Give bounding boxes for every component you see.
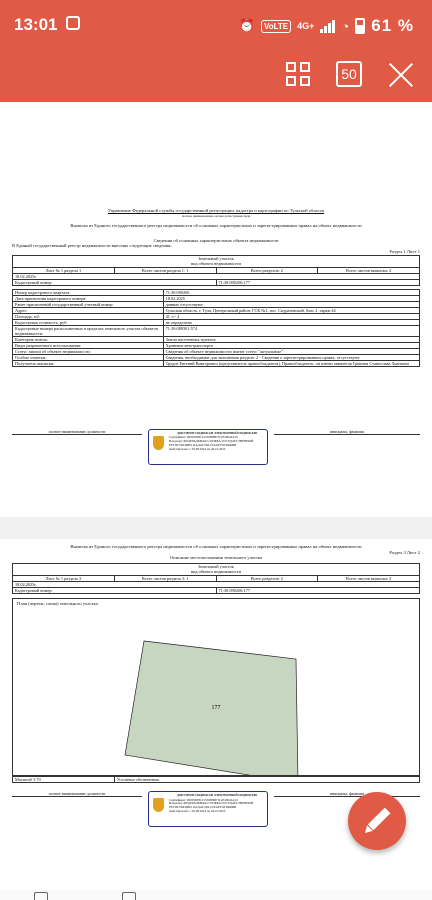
sheet-cell: Всего разделов: 2 xyxy=(216,575,318,581)
sheet-cell: Лист № 1 раздела 1 xyxy=(13,267,115,273)
header-table xyxy=(12,255,420,286)
signature-block xyxy=(12,429,420,465)
row-value: Сведения, необходимые для заполнения раздела: 2 - Сведения о зарегистрированных правах, отсутствуют xyxy=(163,354,419,360)
row-value: Тульская область, г. Тула, Центральный район, ГСК №1, пос. Скуратовский, бокс 2, гараж 44 xyxy=(163,307,419,313)
object-type: Земельный участок xyxy=(13,255,420,261)
stamp-line: РЕГИСТРАЦИИ, КАДАСТРА И КАРТОГРАФИИ xyxy=(169,805,237,810)
row-label: Номер кадастрового квартала: xyxy=(13,289,164,295)
scale-label: Масштаб 1:70 xyxy=(13,776,115,782)
status-bar xyxy=(0,0,432,46)
network-type: 4G+ xyxy=(297,20,315,31)
agency-name: Управление Федеральной службы государственной регистрации, кадастра и картографии по Тульской области xyxy=(107,208,325,213)
row-label: Статус записи об объекте недвижимости: xyxy=(13,348,164,354)
parcel-plan xyxy=(12,598,420,776)
stamp-line: Сертификат: 00903058C01530D89E3C4F29042A16 xyxy=(169,435,238,440)
document-viewer[interactable] xyxy=(0,102,432,890)
notification-icon xyxy=(66,16,80,30)
stamp-line: Действителен: с 02.08.2024 по 26.10.2025 xyxy=(169,446,226,451)
row-label: Кадастровые номера расположенных в пределах земельного участка объектов недвижимости: xyxy=(13,325,164,336)
extract-title: Выписка из Единого государственного реестра недвижимости об основных характеристиках и зарегистрированных правах на объект недвижимости xyxy=(70,544,362,549)
sheet-cell: Всего листов выписки: 2 xyxy=(318,575,420,581)
row-label: Категория земель: xyxy=(13,336,164,342)
object-type: Земельный участок xyxy=(13,563,420,569)
header-table xyxy=(12,563,420,594)
stamp-line: Сертификат: 00903058C01530D89E3C4F29042A16 xyxy=(169,797,238,802)
row-value: Хранение автотранспорта xyxy=(163,342,419,348)
section-title: Сведения об основных характеристиках объекта недвижимости xyxy=(153,237,279,243)
status-icons xyxy=(239,16,414,36)
grid-view-icon[interactable] xyxy=(286,62,310,86)
cad-number-value: 71:30:090206:177 xyxy=(216,279,420,285)
extract-title: Выписка из Единого государственного реестра недвижимости об основных характеристиках и зарегистрированных правах на объект недвижимости xyxy=(70,223,362,229)
cad-number-label: Кадастровый номер: xyxy=(13,587,217,593)
section-title: Описание местоположения земельного участка xyxy=(169,555,263,561)
emblem-icon xyxy=(153,436,164,450)
object-type-note: вид объекта недвижимости xyxy=(13,569,420,575)
object-type-note: вид объекта недвижимости xyxy=(13,261,420,267)
recent-apps-icon[interactable] xyxy=(34,892,48,900)
document-page-2 xyxy=(12,544,420,827)
extract-date: 18.02.2025г. xyxy=(13,273,420,279)
cad-number-label: Кадастровый номер: xyxy=(13,279,217,285)
parcel-drawing xyxy=(13,605,419,775)
sheet-cell: Лист № 1 раздела 3 xyxy=(13,575,115,581)
plan-label: План (чертеж, схема) земельного участка xyxy=(17,600,98,606)
legend-label: Условные обозначения: xyxy=(114,776,419,782)
position-label: полное наименование должности xyxy=(12,791,142,798)
sheet-cell: Всего листов выписки: 2 xyxy=(318,267,420,273)
e-signature-stamp xyxy=(148,791,268,827)
row-label: Особые отметки: xyxy=(13,354,164,360)
sheet-reference: Раздел 1 Лист 1 xyxy=(389,248,420,254)
close-icon[interactable] xyxy=(388,62,414,88)
stamp-line: Владелец: ФЕДЕРАЛЬНАЯ СЛУЖБА ГОСУДАРСТВЕННОЙ xyxy=(169,801,254,806)
stamp-line: Действителен: с 02.08.2024 по 26.10.2025 xyxy=(169,808,226,813)
page-count-button[interactable]: 50 xyxy=(336,61,362,87)
volte-badge: VoLTE xyxy=(261,20,291,33)
extract-date: 18.02.2025г. xyxy=(13,581,420,587)
stamp-title: ДОКУМЕНТ ПОДПИСАН ЭЛЕКТРОННОЙ ПОДПИСЬЮ xyxy=(176,430,258,435)
row-label: Получатель выписки: xyxy=(13,360,164,366)
sheet-cell: Всего листов раздела 3: 1 xyxy=(114,575,216,581)
battery-icon xyxy=(355,18,365,34)
characteristics-table xyxy=(12,289,420,367)
home-icon[interactable] xyxy=(122,892,136,900)
edit-button[interactable] xyxy=(348,792,406,850)
row-label: Кадастровая стоимость, руб: xyxy=(13,319,164,325)
row-value: 71:30:080301:574 xyxy=(163,325,419,336)
initials-label: инициалы, фамилия xyxy=(274,429,420,436)
row-label: Площадь, м2: xyxy=(13,313,164,319)
row-value: не определена xyxy=(163,319,419,325)
row-label: Дата присвоения кадастрового номера: xyxy=(13,295,164,301)
row-value: Сведения об объекте недвижимости имеют статус "актуальные" xyxy=(163,348,419,354)
intro-text: В Единый государственный реестр недвижимости внесены следующие сведения: xyxy=(12,243,172,249)
e-signature-stamp xyxy=(148,429,268,465)
legend-table xyxy=(12,776,420,783)
viewer-toolbar xyxy=(0,46,432,102)
row-label: Ранее присвоенный государственный учетный номер: xyxy=(13,301,164,307)
row-label: Адрес: xyxy=(13,307,164,313)
stamp-line: Владелец: ФЕДЕРАЛЬНАЯ СЛУЖБА ГОСУДАРСТВЕННОЙ xyxy=(169,439,254,444)
emblem-icon xyxy=(153,798,164,812)
page-separator xyxy=(0,517,432,539)
stamp-title: ДОКУМЕНТ ПОДПИСАН ЭЛЕКТРОННОЙ ПОДПИСЬЮ xyxy=(176,792,258,797)
wifi-icon: ◔ xyxy=(341,18,350,34)
pencil-icon xyxy=(348,792,406,850)
sheet-cell: Всего листов раздела 1: 1 xyxy=(114,267,216,273)
alarm-icon: ⏰ xyxy=(238,18,255,33)
stamp-line: РЕГИСТРАЦИИ, КАДАСТРА И КАРТОГРАФИИ xyxy=(169,442,237,447)
row-value: Земли населенных пунктов xyxy=(163,336,419,342)
row-label: Виды разрешенного использования: xyxy=(13,342,164,348)
sheet-cell: Всего разделов: 2 xyxy=(216,267,318,273)
agency-note: полное наименование органа регистрации прав xyxy=(181,213,251,218)
navigation-bar xyxy=(0,890,432,900)
row-value: 71:30:090206 xyxy=(163,289,419,295)
initials-label: инициалы, фамилия xyxy=(274,791,420,798)
row-value: 41 +/- 2 xyxy=(163,313,419,319)
parcel-label: 177 xyxy=(211,704,221,711)
cad-number-value: 71:30:090206:177 xyxy=(216,587,420,593)
document-page-1 xyxy=(12,208,420,465)
signal-icon xyxy=(320,20,335,33)
status-time: 13:01 xyxy=(14,15,58,34)
row-value: Трудов Евгений Викторович (представитель правообладателя), Правообладатель: он имени заявителя Грошева Станислава Львовича xyxy=(163,360,419,366)
sheet-reference: Раздел 3 Лист 2 xyxy=(389,549,420,555)
row-value: данные отсутствуют xyxy=(163,301,419,307)
position-label: полное наименование должности xyxy=(12,429,142,436)
battery-percent: 61 % xyxy=(371,16,414,35)
row-value: 18.02.2025 xyxy=(163,295,419,301)
